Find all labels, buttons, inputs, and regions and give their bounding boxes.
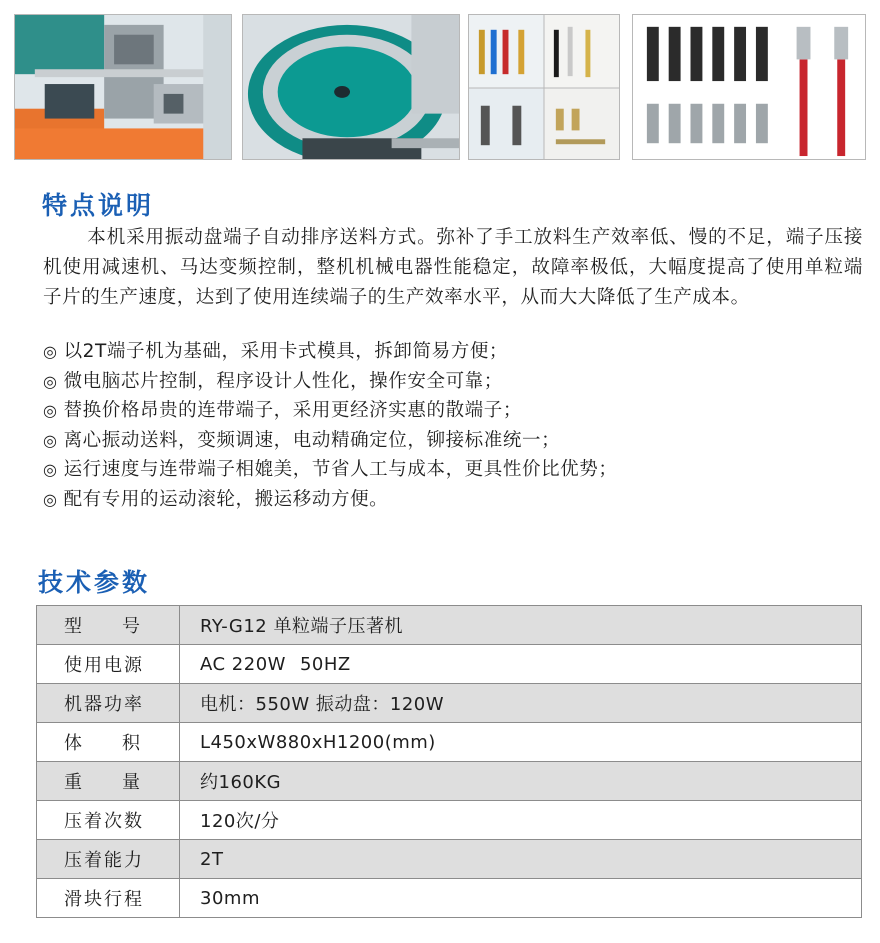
spec-value: 30mm [180,879,862,918]
vibration-bowl-photo [242,14,460,160]
bullet-icon: ◎ [43,342,58,361]
spec-row-volume [37,723,862,762]
spec-key: 型 号 [37,606,180,645]
feature-item: ◎ 替换价格昂贵的连带端子，采用更经济实惠的散端子； [43,400,522,421]
spec-value: 约160KG [180,762,862,801]
spec-value: RY-G12 单粒端子压著机 [180,606,862,645]
spec-row-machine-power [37,684,862,723]
feature-item: ◎ 离心振动送料，变频调速，电动精确定位，铆接标准统一； [43,429,561,451]
bullet-icon: ◎ [43,371,58,391]
terminal-parts-photo [632,14,866,160]
spec-key: 使用电源 [37,645,180,684]
bullet-icon: ◎ [43,460,58,479]
spec-key: 重 量 [37,762,180,801]
spec-value: L450xW880xH1200(mm) [180,723,862,762]
features-title: 特点说明 [42,191,155,220]
spec-row-model [37,606,862,645]
terminal-samples-photo [468,14,620,160]
crimping-machine-photo [14,14,232,160]
spec-row-crimp-rate [37,801,862,840]
spec-value: 2T [180,840,862,879]
spec-key: 体 积 [37,723,180,762]
feature-item: ◎ 微电脑芯片控制，程序设计人性化，操作安全可靠； [43,370,503,392]
spec-key: 压着能力 [37,840,180,879]
spec-value: AC 220W 50HZ [180,645,862,684]
spec-key: 滑块行程 [37,879,180,918]
feature-item: ◎ 以2T端子机为基础，采用卡式模具，拆卸简易方便； [43,341,509,362]
description-text: 本机采用振动盘端子自动排序送料方式。弥补了手工放料生产效率低、慢的不足，端子压接机使用减速机、马达变频控制，整机机械电器性能稳定，故障率极低，大幅度提高了使用单粒端子片的生产速度，达到了使用连续端子的生产效率水平，从而大大降低了生产成本。 [43,227,863,308]
bullet-icon: ◎ [43,430,58,450]
feature-item: ◎ 配有专用的运动滚轮，搬运移动方便。 [43,488,389,510]
spec-row-power-supply [37,645,862,684]
bullet-icon: ◎ [43,489,58,509]
description-paragraph [43,223,863,313]
spec-row-weight [37,762,862,801]
photo-strip [0,0,880,170]
spec-value: 电机：550W 振动盘：120W [180,684,862,723]
spec-key: 压着次数 [37,801,180,840]
feature-item: ◎ 运行速度与连带端子相媲美，节省人工与成本，更具性价比优势； [43,459,618,480]
specs-title: 技术参数 [38,568,151,597]
feature-list [43,337,863,514]
spec-table [36,605,862,918]
bullet-icon: ◎ [43,401,58,420]
spec-key: 机器功率 [37,684,180,723]
spec-row-slider-stroke [37,879,862,918]
spec-row-crimp-force [37,840,862,879]
spec-value: 120次/分 [180,801,862,840]
